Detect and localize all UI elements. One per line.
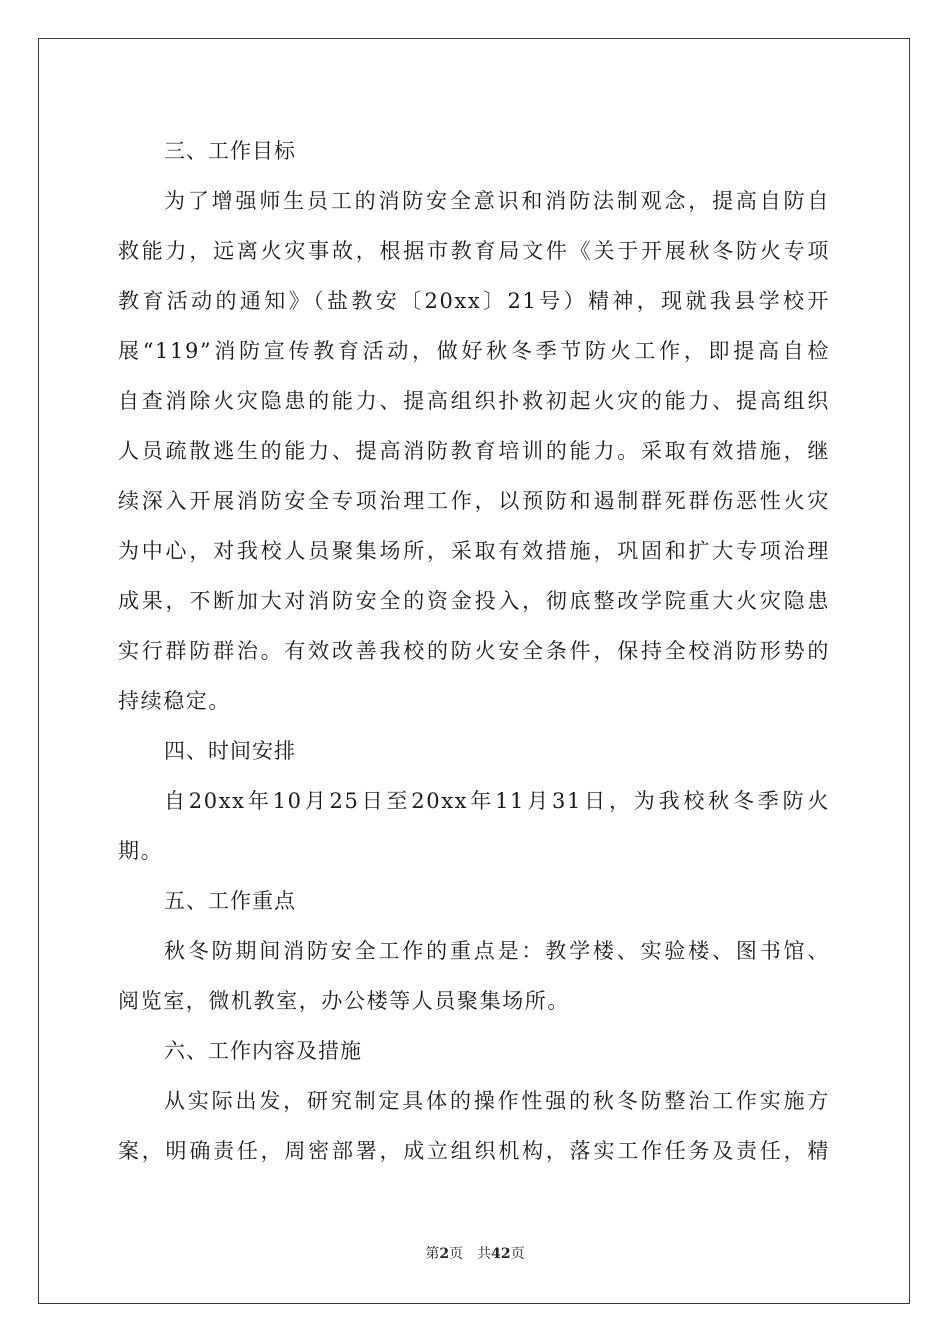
section-heading-measures: 六、工作内容及措施 [164, 1039, 362, 1063]
section-heading-schedule: 四、时间安排 [164, 739, 296, 763]
text-line: 自20xx年10月25日至20xx年11月31日，为我校秋冬季防火 [164, 789, 830, 813]
text-line: 为中心，对我校人员聚集场所，采取有效措施，巩固和扩大专项治理 [118, 539, 830, 563]
text-line: 人员疏散逃生的能力、提高消防教育培训的能力。采取有效措施，继 [118, 439, 830, 463]
footer-prefix: 第 [425, 1246, 440, 1262]
text-line: 展“119”消防宣传教育活动，做好秋冬季节防火工作，即提高自检 [118, 339, 830, 363]
text-line: 秋冬防期间消防安全工作的重点是：教学楼、实验楼、图书馆、 [164, 939, 830, 963]
document-body [118, 126, 830, 1176]
text-line: 救能力，远离火灾事故，根据市教育局文件《关于开展秋冬防火专项 [118, 239, 830, 263]
footer-suffix: 页 [510, 1246, 525, 1262]
text-line: 实行群防群治。有效改善我校的防火安全条件，保持全校消防形势的 [118, 639, 830, 663]
total-page-count: 42 [491, 1246, 511, 1262]
paragraph-focus [118, 926, 830, 1026]
paragraph-goals [118, 176, 830, 726]
text-line: 从实际出发，研究制定具体的操作性强的秋冬防整治工作实施方 [164, 1089, 830, 1113]
text-line: 自查消除火灾隐患的能力、提高组织扑救初起火灾的能力、提高组织 [118, 389, 830, 413]
paragraph-measures [118, 1076, 830, 1176]
footer-mid: 页 共 [449, 1246, 492, 1262]
section-heading-focus: 五、工作重点 [164, 889, 296, 913]
text-line: 持续稳定。 [118, 689, 231, 713]
current-page-number: 2 [439, 1246, 450, 1262]
text-line: 教育活动的通知》（盐教安〔20xx〕21号）精神，现就我县学校开 [118, 289, 830, 313]
section-heading-goals: 三、工作目标 [164, 139, 296, 163]
text-line: 案，明确责任，周密部署，成立组织机构，落实工作任务及责任，精 [118, 1139, 830, 1163]
text-line: 阅览室，微机教室，办公楼等人员聚集场所。 [118, 989, 570, 1013]
text-line: 为了增强师生员工的消防安全意识和消防法制观念，提高自防自 [164, 189, 830, 213]
text-line: 续深入开展消防安全专项治理工作，以预防和遏制群死群伤恶性火灾 [118, 489, 830, 513]
text-line: 期。 [118, 839, 164, 863]
paragraph-schedule [118, 776, 830, 876]
text-line: 成果，不断加大对消防安全的资金投入，彻底整改学院重大火灾隐患 [118, 589, 830, 613]
page-footer [0, 1243, 950, 1263]
